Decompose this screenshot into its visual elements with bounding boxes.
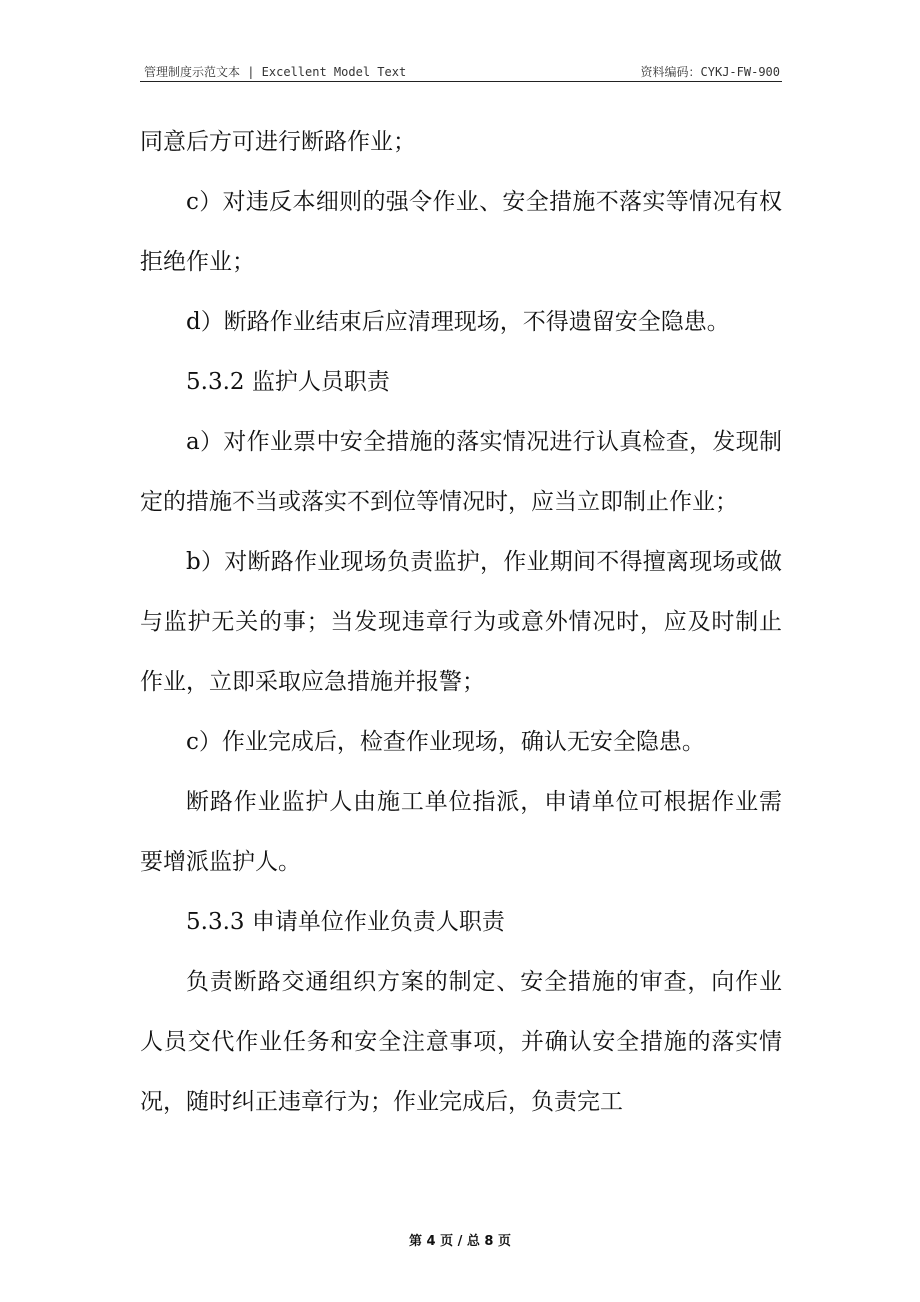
paragraph: 负责断路交通组织方案的制定、安全措施的审查，向作业人员交代作业任务和安全注意事项，并确认安全措施的落实情况，随时纠正违章行为；作业完成后，负责完工 <box>140 969 782 1115</box>
page-footer <box>0 1230 920 1249</box>
paragraph: d）断路作业结束后应清理现场，不得遗留安全隐患。 <box>186 309 730 335</box>
header-doc-title: 管理制度示范文本 | Excellent Model Text <box>144 65 407 79</box>
header-doc-code: 资料编码：CYKJ-FW-900 <box>640 65 780 79</box>
paragraph: a）对作业票中安全措施的落实情况进行认真检查，发现制定的措施不当或落实不到位等情况时，应当立即制止作业； <box>140 429 782 515</box>
paragraph: c）对违反本细则的强令作业、安全措施不落实等情况有权拒绝作业； <box>140 189 782 275</box>
section-heading: 5.3.2 监护人员职责 <box>186 369 390 395</box>
page-header <box>140 60 782 82</box>
section-heading: 5.3.3 申请单位作业负责人职责 <box>186 909 505 935</box>
paragraph: 断路作业监护人由施工单位指派，申请单位可根据作业需要增派监护人。 <box>140 789 782 875</box>
page-number: 第 4 页 / 总 8 页 <box>409 1234 511 1249</box>
paragraph: 同意后方可进行断路作业； <box>140 129 416 155</box>
paragraph: b）对断路作业现场负责监护，作业期间不得擅离现场或做与监护无关的事；当发现违章行为或意外情况时，应及时制止作业，立即采取应急措施并报警； <box>140 549 782 695</box>
paragraph: c）作业完成后，检查作业现场，确认无安全隐患。 <box>186 729 705 755</box>
document-body <box>140 112 782 1132</box>
